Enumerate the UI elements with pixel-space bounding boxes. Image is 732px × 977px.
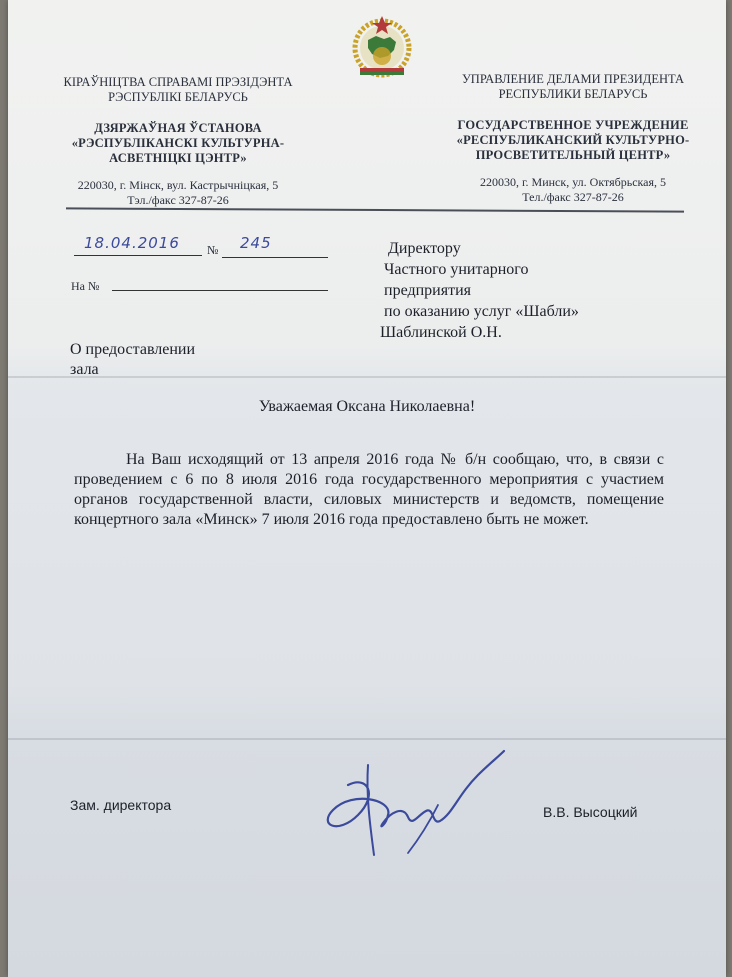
outgoing-date: 18.04.2016 xyxy=(84,234,180,252)
addressee-block xyxy=(378,238,579,343)
subject-line2: зала xyxy=(70,361,99,378)
date-underline xyxy=(74,255,202,256)
header-right-line4: «РЕСПУБЛИКАНСКИЙ КУЛЬТУРНО- xyxy=(456,133,690,147)
header-belarusian xyxy=(48,75,308,208)
fold-line xyxy=(8,738,726,740)
header-left-line1: КІРАЎНІЦТВА СПРАВАМІ ПРЭЗІДЭНТА xyxy=(63,75,293,89)
header-left-address: 220030, г. Мінск, вул. Кастрычніцкая, 5 xyxy=(77,178,279,192)
header-divider xyxy=(66,207,684,212)
addressee-line3: предприятия xyxy=(384,282,471,299)
header-left-line4: «РЭСПУБЛІКАНСКІ КУЛЬТУРНА- xyxy=(71,136,285,150)
addressee-line2: Частного унитарного xyxy=(384,261,529,278)
signer-name: В.В. Высоцкий xyxy=(543,804,638,820)
signer-position: Зам. директора xyxy=(70,797,172,813)
header-right-phone: Тел./факс 327-87-26 xyxy=(522,190,624,204)
letter-sheet xyxy=(8,0,726,977)
letter-body: На Ваш исходящий от 13 апреля 2016 года № б/н сообщаю, что, в связи с проведением с 6 по 8 июля 2016 года государственного мероприятия с участием органов государственной власти, силовых министерств и ведомств, помещение концертного зала «Минск» 7 июля 2016 года предоставлено быть не может. xyxy=(74,451,664,528)
greeting: Уважаемая Оксана Николаевна! xyxy=(258,398,476,415)
subject-line1: О предоставлении xyxy=(70,341,196,358)
in-reply-underline xyxy=(112,290,328,291)
header-russian xyxy=(433,72,713,205)
number-underline xyxy=(222,257,328,258)
addressee-line1: Директору xyxy=(388,240,461,257)
subject-block xyxy=(70,340,195,380)
in-reply-label: На № xyxy=(71,279,100,293)
state-emblem-icon xyxy=(350,12,414,78)
header-left-line5: АСВЕТНІЦКІ ЦЭНТР» xyxy=(109,151,247,165)
addressee-line4: по оказанию услуг «Шабли» xyxy=(384,303,579,320)
header-left-phone: Тэл./факс 327-87-26 xyxy=(127,193,229,207)
number-label: № xyxy=(207,243,219,257)
addressee-line5: Шаблинской О.Н. xyxy=(380,324,502,341)
outgoing-number: 245 xyxy=(240,234,272,252)
header-left-line2: РЭСПУБЛІКІ БЕЛАРУСЬ xyxy=(108,90,248,104)
header-right-line1: УПРАВЛЕНИЕ ДЕЛАМИ ПРЕЗИДЕНТА xyxy=(461,72,685,86)
header-right-line5: ПРОСВЕТИТЕЛЬНЫЙ ЦЕНТР» xyxy=(475,148,671,162)
handwritten-signature-icon xyxy=(308,745,518,865)
header-right-line3: ГОСУДАРСТВЕННОЕ УЧРЕЖДЕНИЕ xyxy=(457,118,689,132)
header-right-address: 220030, г. Минск, ул. Октябрьская, 5 xyxy=(479,175,667,189)
header-left-line3: ДЗЯРЖАЎНАЯ ЎСТАНОВА xyxy=(94,121,262,135)
header-right-line2: РЕСПУБЛИКИ БЕЛАРУСЬ xyxy=(498,87,648,101)
